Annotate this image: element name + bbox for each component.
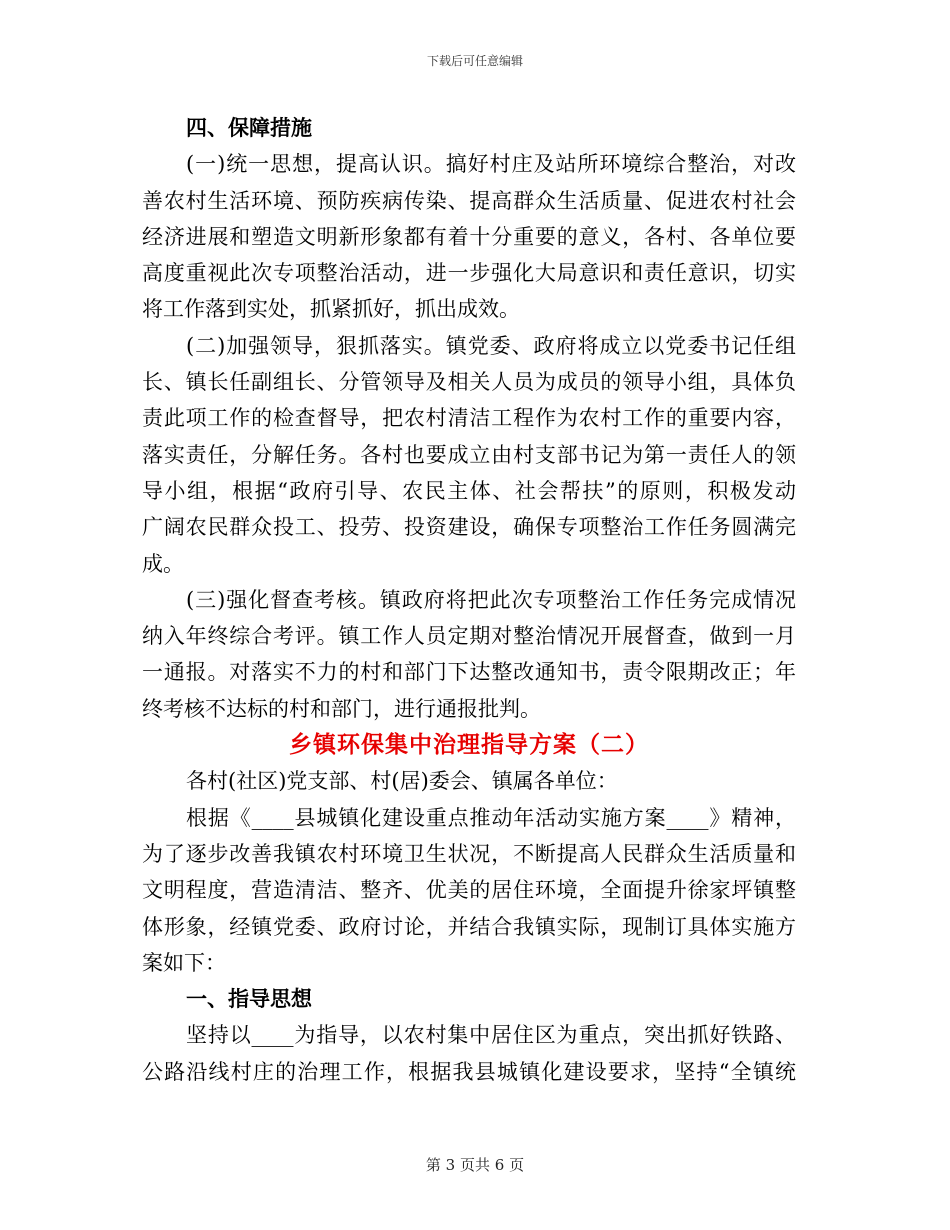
- text-line: 体形象，经镇党委、政府讨论，并结合我镇实际，现制订具体实施方: [142, 914, 796, 939]
- text-line: 将工作落到实处，抓紧抓好，抓出成效。: [142, 297, 520, 322]
- salutation: 各村(社区)党支部、村(居)委会、镇属各单位：: [186, 769, 618, 794]
- text-line: (二)加强领导，狠抓落实。镇党委、政府将成立以党委书记任组: [186, 333, 796, 358]
- text-line: 纳入年终综合考评。镇工作人员定期对整治情况开展督查，做到一月: [142, 624, 796, 649]
- text-line: 善农村生活环境、预防疾病传染、提高群众生活质量、促进农村社会: [142, 188, 796, 213]
- text-line: (一)统一思想，提高认识。搞好村庄及站所环境综合整治，对改: [186, 152, 796, 177]
- text-line: 落实责任，分解任务。各村也要成立由村支部书记为第一责任人的领: [142, 442, 796, 467]
- page-header: 下载后可任意编辑: [426, 54, 523, 68]
- paragraph-guiding-ideology: [142, 1017, 796, 1090]
- text-line: 坚持以____为指导，以农村集中居住区为重点，突出抓好铁路、: [186, 1023, 796, 1048]
- text-line: 导小组，根据“政府引导、农民主体、社会帮扶”的原则，积极发动: [142, 478, 796, 503]
- text-line: 终考核不达标的村和部门，进行通报批判。: [142, 696, 541, 721]
- paragraph-supervision-assessment: [142, 582, 796, 727]
- text-line: 责此项工作的检查督导，把农村清洁工程作为农村工作的重要内容，: [142, 406, 796, 431]
- text-line: 广阔农民群众投工、投劳、投资建设，确保专项整治工作任务圆满完: [142, 515, 796, 540]
- section-heading-guiding-ideology: 一、指导思想: [186, 986, 312, 1012]
- text-line: 长、镇长任副组长、分管领导及相关人员为成员的领导小组，具体负: [142, 370, 796, 395]
- text-line: 一通报。对落实不力的村和部门下达整改通知书，责令限期改正；年: [142, 660, 796, 685]
- text-line: 根据《____县城镇化建设重点推动年活动实施方案____》精神，: [186, 805, 796, 830]
- text-line: 经济进展和塑造文明新形象都有着十分重要的意义，各村、各单位要: [142, 224, 796, 249]
- document-body: [142, 110, 796, 1090]
- text-line: 为了逐步改善我镇农村环境卫生状况，不断提高人民群众生活质量和: [142, 841, 796, 866]
- text-line: 成。: [142, 551, 184, 576]
- section-heading-safeguards: 四、保障措施: [186, 115, 312, 140]
- text-line: 文明程度，营造清洁、整齐、优美的居住环境，全面提升徐家坪镇整: [142, 878, 796, 903]
- text-line: 公路沿线村庄的治理工作，根据我县城镇化建设要求，坚持“全镇统: [142, 1059, 796, 1084]
- document-title: 乡镇环保集中治理指导方案（二）: [289, 731, 649, 759]
- text-line: 案如下：: [142, 950, 226, 975]
- paragraph-unify-thinking: [142, 146, 796, 327]
- text-line: (三)强化督查考核。镇政府将把此次专项整治工作任务完成情况: [186, 587, 796, 612]
- page-number: 第 3 页共 6 页: [425, 1156, 525, 1174]
- paragraph-strengthen-leadership: [142, 328, 796, 582]
- text-line: 高度重视此次专项整治活动，进一步强化大局意识和责任意识，切实: [142, 261, 796, 286]
- paragraph-introduction: [142, 800, 796, 981]
